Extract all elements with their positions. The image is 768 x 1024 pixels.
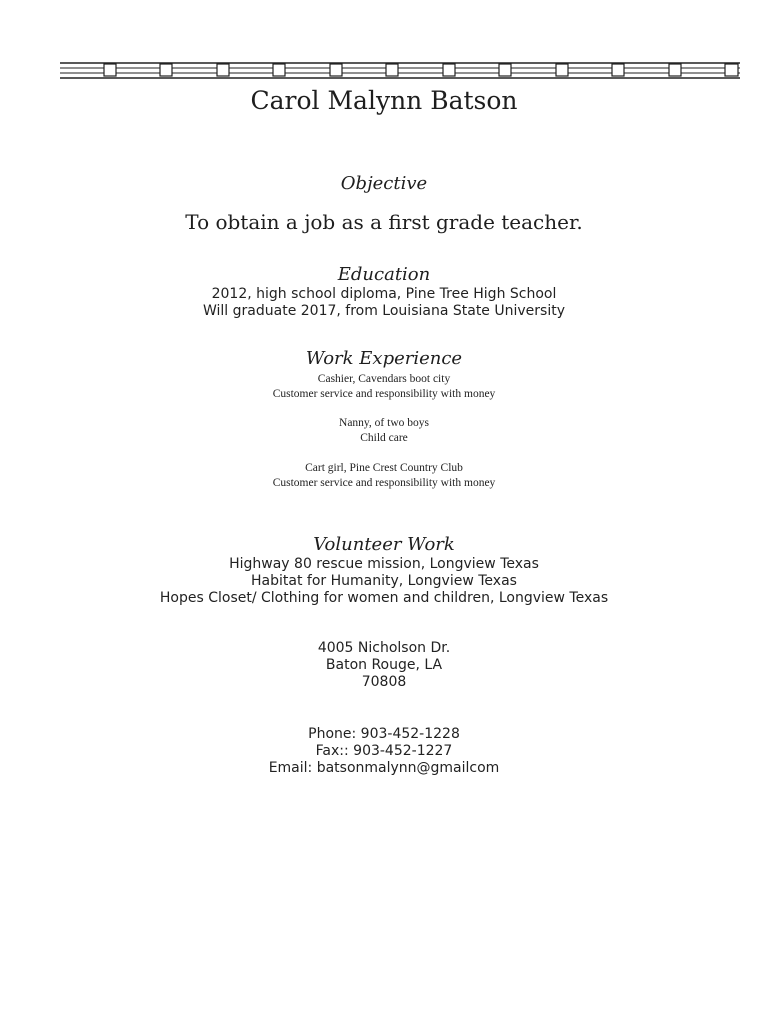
job-title: Cashier, Cavendars boot city (317, 373, 451, 385)
decorative-top-border (60, 60, 740, 82)
objective-heading: Objective (340, 173, 428, 194)
contact-fax: Fax:: 903-452-1227 (315, 743, 453, 759)
contact-phone: Phone: 903-452-1228 (308, 726, 460, 742)
volunteer-item: Highway 80 rescue mission, Longview Texas (229, 556, 539, 572)
job-title: Nanny, of two boys (339, 417, 429, 429)
volunteer-item: Habitat for Humanity, Longview Texas (251, 573, 517, 589)
contact-block (0, 726, 768, 777)
job-description: Customer service and responsibility with money (272, 387, 496, 400)
education-item: Will graduate 2017, from Louisiana State University (202, 303, 565, 319)
address-block (0, 640, 768, 691)
education-item: 2012, high school diploma, Pine Tree High School (211, 286, 557, 302)
job-entry (0, 372, 768, 401)
education-heading: Education (337, 264, 431, 285)
objective-text: To obtain a job as a first grade teacher. (185, 210, 583, 234)
volunteer-item: Hopes Closet/ Clothing for women and children, Longview Texas (159, 590, 609, 606)
education-list (0, 286, 768, 320)
volunteer-list (0, 556, 768, 607)
job-title: Cart girl, Pine Crest Country Club (305, 462, 463, 474)
address-city: Baton Rouge, LA (325, 657, 443, 673)
job-description: Child care (360, 431, 408, 444)
volunteer-heading: Volunteer Work (313, 534, 455, 555)
job-entry (0, 461, 768, 490)
job-description: Customer service and responsibility with money (272, 476, 496, 489)
contact-email: Email: batsonmalynn@gmailcom (268, 760, 500, 776)
resume-name: Carol Malynn Batson (250, 86, 518, 115)
address-street: 4005 Nicholson Dr. (317, 640, 451, 656)
job-entry (0, 416, 768, 445)
work-experience-heading: Work Experience (305, 348, 463, 369)
address-zip: 70808 (361, 674, 407, 690)
